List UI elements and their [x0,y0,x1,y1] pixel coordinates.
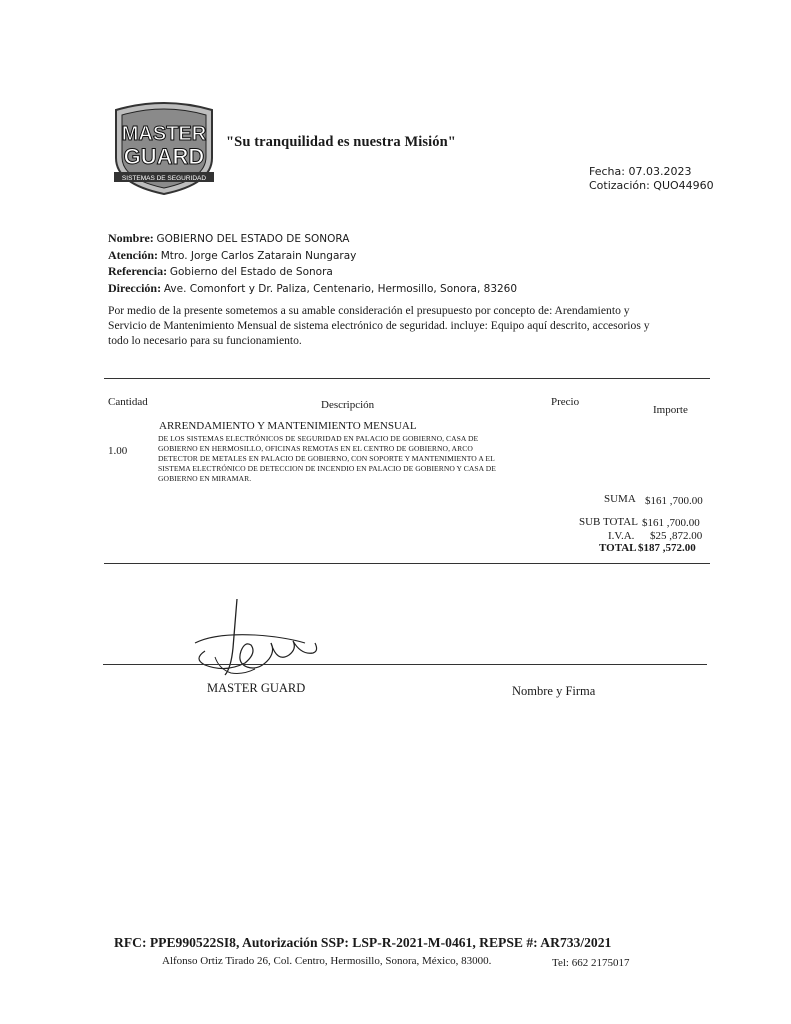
intro-line: Por medio de la presente sometemos a su amable consideración el presupuesto por concepto de: Arendamiento y [108,304,630,317]
nombre-value: GOBIERNO DEL ESTADO DE SONORA [156,233,350,245]
intro-paragraph [108,303,708,348]
footer-telephone: Tel: 662 2175017 [552,957,630,969]
master-guard-logo [108,100,220,196]
iva-label: I.V.A. [608,530,635,542]
signature-nombre-firma: Nombre y Firma [512,684,596,698]
total-value: $187 ,572.00 [638,542,696,554]
header-cantidad: Cantidad [108,396,148,408]
intro-line: Servicio de Mantenimiento Mensual de sistema electrónico de seguridad. incluye: Equipo aquí descrito, accesorios y [108,319,650,332]
referencia-label: Referencia: [108,264,168,278]
footer-address: Alfonso Ortiz Tirado 26, Col. Centro, Hermosillo, Sonora, México, 83000. [162,955,492,967]
client-info [108,231,517,297]
cotizacion-number: Cotización: QUO44960 [589,179,714,192]
item-titulo: ARRENDAMIENTO Y MANTENIMIENTO MENSUAL [159,420,417,432]
item-cantidad: 1.00 [108,445,128,457]
nombre-label: Nombre: [108,231,154,245]
intro-line: todo lo necesario para su funcionamiento. [108,334,302,347]
header-importe: Importe [653,404,688,416]
footer-registration: RFC: PPE990522SI8, Autorización SSP: LSP-R-2021-M-0461, REPSE #: AR733/2021 [114,935,612,950]
item-detalle [158,434,548,484]
suma-label: SUMA [604,493,636,505]
suma-value: $161 ,700.00 [645,495,703,507]
direccion-label: Dirección: [108,280,162,295]
client-direccion-row [108,281,517,298]
header-precio: Precio [551,396,580,408]
slogan: "Su tranquilidad es nuestra Misión" [226,134,456,150]
direccion-value: Ave. Comonfort y Dr. Paliza, Centenario, Hermosillo, Sonora, 83260 [163,282,518,295]
handwritten-signature [185,593,325,683]
signature-company: MASTER GUARD [207,681,306,695]
atencion-value: Mtro. Jorge Carlos Zatarain Nungaray [160,249,357,262]
header-descripcion: Descripción [321,399,375,411]
table-bottom-divider [104,563,710,564]
fecha: Fecha: 07.03.2023 [589,165,692,178]
svg-text:MASTER: MASTER [121,123,207,145]
signature-line [103,664,707,665]
subtotal-value: $161 ,700.00 [642,517,700,529]
client-referencia-row [108,264,517,281]
total-label: TOTAL [599,542,637,554]
iva-value: $25 ,872.00 [650,530,703,542]
referencia-value: Gobierno del Estado de Sonora [169,266,333,278]
svg-text:GUARD: GUARD [123,144,205,169]
client-atencion-row [108,248,517,265]
table-top-divider [104,378,710,379]
item-detalle-line: GOBIERNO EN HERMOSILLO, OFICINAS REMOTAS EN EL CENTRO DE GOBIERNO, ARCO [158,444,473,453]
item-detalle-line: SISTEMA ELECTRÓNICO DE DETECCION DE INCENDIO EN PALACIO DE GOBIERNO Y CASA DE [158,464,496,473]
svg-text:SISTEMAS DE SEGURIDAD: SISTEMAS DE SEGURIDAD [121,175,207,182]
atencion-label: Atención: [108,247,158,262]
client-nombre-row [108,231,517,248]
subtotal-label: SUB TOTAL [579,516,638,528]
item-detalle-line: GOBIERNO EN MIRAMAR. [158,474,252,483]
item-detalle-line: DETECTOR DE METALES EN PALACIO DE GOBIERNO, CON SOPORTE Y MANTENIMIENTO A EL [158,454,495,463]
item-detalle-line: DE LOS SISTEMAS ELECTRÓNICOS DE SEGURIDAD EN PALACIO DE GOBIERNO, CASA DE [158,434,479,443]
quote-meta [589,165,714,193]
